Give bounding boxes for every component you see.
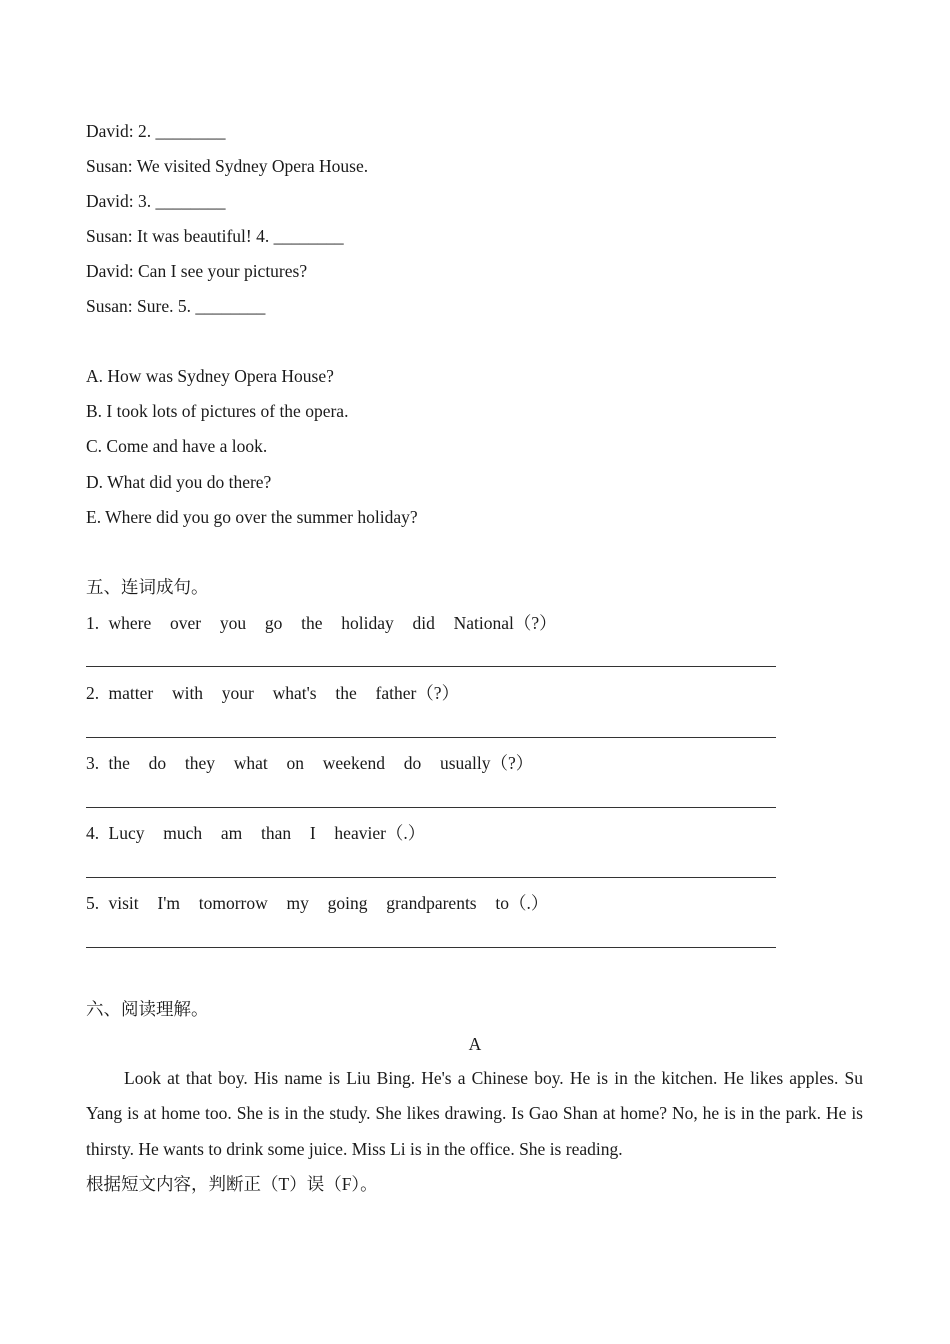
dialogue-line: David: 2. ________ bbox=[86, 121, 226, 141]
answer-line[interactable] bbox=[86, 947, 776, 948]
instruction-text: 根据短文内容，判断正（T）误（F）。 bbox=[86, 1174, 378, 1194]
reading-passage: Look at that boy. His name is Liu Bing. He's a Chinese boy. He is in the kitchen. He likes apples. Su Yang is at home too. She is in the study. She likes drawing. Is Gao Shan at home? No, he is in the park. He is thirsty. He wants to drink some juice. Miss Li is in the office. She is reading. bbox=[86, 1068, 863, 1159]
answer-line[interactable] bbox=[86, 737, 776, 738]
answer-line[interactable] bbox=[86, 666, 776, 667]
section-heading: 六、阅读理解。 bbox=[86, 999, 209, 1019]
section-heading: 五、连词成句。 bbox=[86, 577, 209, 597]
sentence-item: 5. visit I'm tomorrow my going grandparents to（.） bbox=[86, 893, 549, 913]
passage-label: A bbox=[468, 1034, 482, 1054]
sentence-item: 1. where over you go the holiday did National（?） bbox=[86, 613, 557, 633]
dialogue-line: David: Can I see your pictures? bbox=[86, 261, 308, 281]
answer-line[interactable] bbox=[86, 807, 776, 808]
option-item: A. How was Sydney Opera House? bbox=[86, 366, 334, 386]
answer-line[interactable] bbox=[86, 877, 776, 878]
option-item: E. Where did you go over the summer holiday? bbox=[86, 507, 418, 527]
dialogue-line: Susan: We visited Sydney Opera House. bbox=[86, 156, 369, 176]
sentence-item: 3. the do they what on weekend do usually（?） bbox=[86, 753, 534, 773]
option-item: B. I took lots of pictures of the opera. bbox=[86, 401, 349, 421]
option-item: D. What did you do there? bbox=[86, 472, 272, 492]
option-item: C. Come and have a look. bbox=[86, 436, 268, 456]
sentence-item: 4. Lucy much am than I heavier（.） bbox=[86, 823, 426, 843]
sentence-item: 2. matter with your what's the father（?） bbox=[86, 683, 460, 703]
dialogue-line: Susan: Sure. 5. ________ bbox=[86, 296, 266, 316]
dialogue-line: Susan: It was beautiful! 4. ________ bbox=[86, 226, 344, 246]
dialogue-line: David: 3. ________ bbox=[86, 191, 226, 211]
